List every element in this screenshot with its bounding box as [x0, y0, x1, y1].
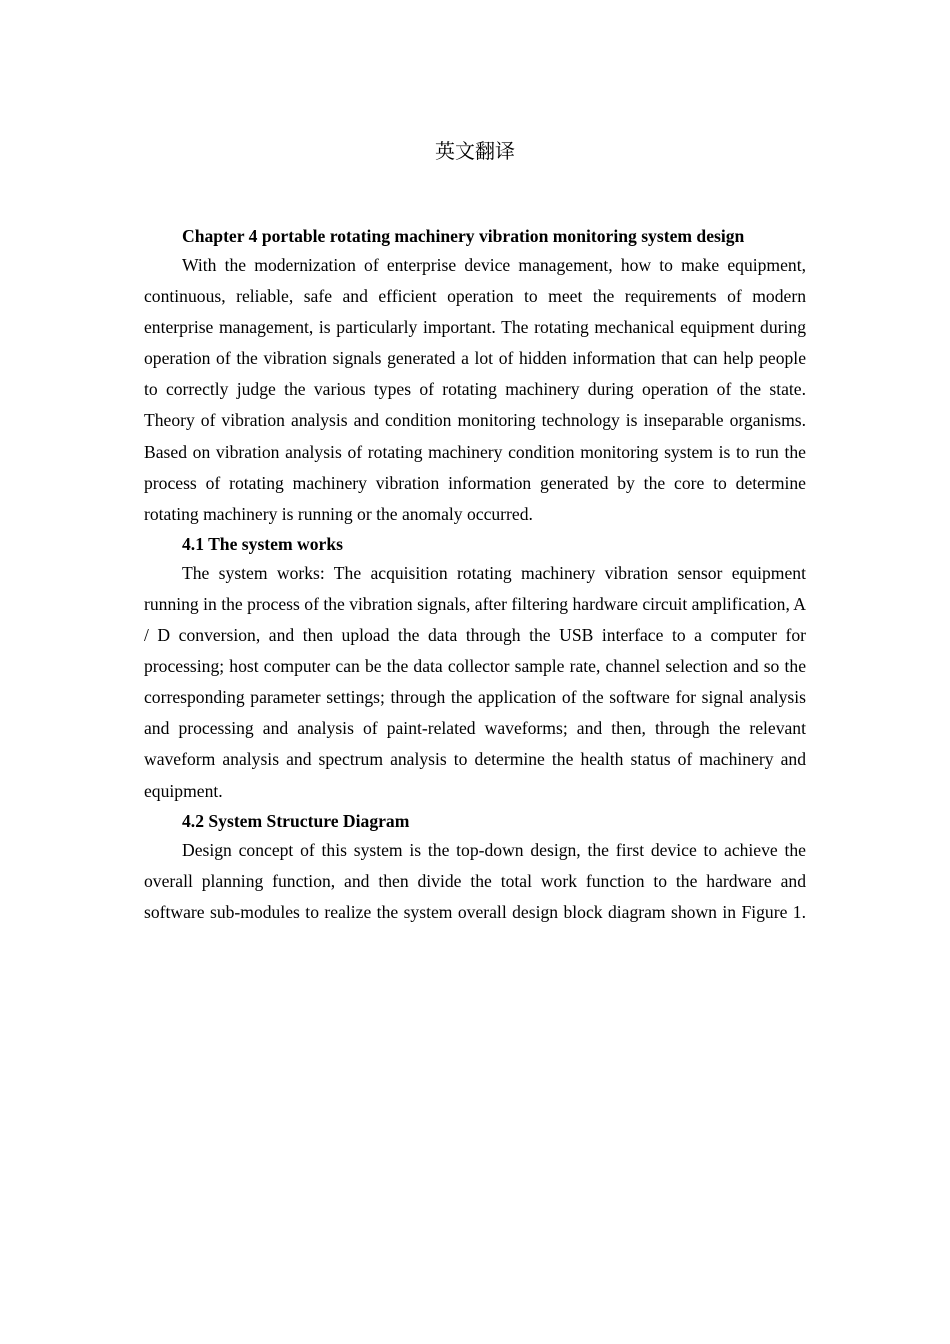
- chapter-paragraph: With the modernization of enterprise device management, how to make equipment, continuous, reliable, safe and efficient operation to meet the requirements of modern enterprise management, is particularly important. The rotating mechanical equipment during operation of the vibration signals generated a lot of hidden information that can help people to correctly judge the various types of rotating machinery during operation of the state. Theory of vibration analysis and condition monitoring technology is inseparable organisms. Based on vibration analysis of rotating machinery condition monitoring system is to run the process of rotating machinery vibration information generated by the core to determine rotating machinery is running or the anomaly occurred.: [144, 255, 806, 524]
- section-4-2-heading: 4.2 System Structure Diagram: [182, 810, 410, 831]
- section-4-1-heading: 4.1 The system works: [182, 533, 343, 554]
- page-title: 英文翻译: [435, 139, 515, 163]
- section-4-1-paragraph: The system works: The acquisition rotating machinery vibration sensor equipment running in the process of the vibration signals, after filtering hardware circuit amplification, A / D conversion, and then upload the data through the USB interface to a computer for processing; host computer can be the data collector sample rate, channel selection and so the corresponding parameter settings; through the application of the software for signal analysis and processing and analysis of paint-related waveforms; and then, through the relevant waveform analysis and spectrum analysis to determine the health status of machinery and equipment.: [144, 562, 807, 801]
- document-body: [144, 222, 806, 928]
- section-4-2-paragraph: Design concept of this system is the top-down design, the first device to achieve the overall planning function, and then divide the total work function to the hardware and software sub-modules to realize the system overall design block diagram shown in Figure 1.: [144, 839, 806, 922]
- chapter-heading: Chapter 4 portable rotating machinery vibration monitoring system design: [182, 226, 745, 246]
